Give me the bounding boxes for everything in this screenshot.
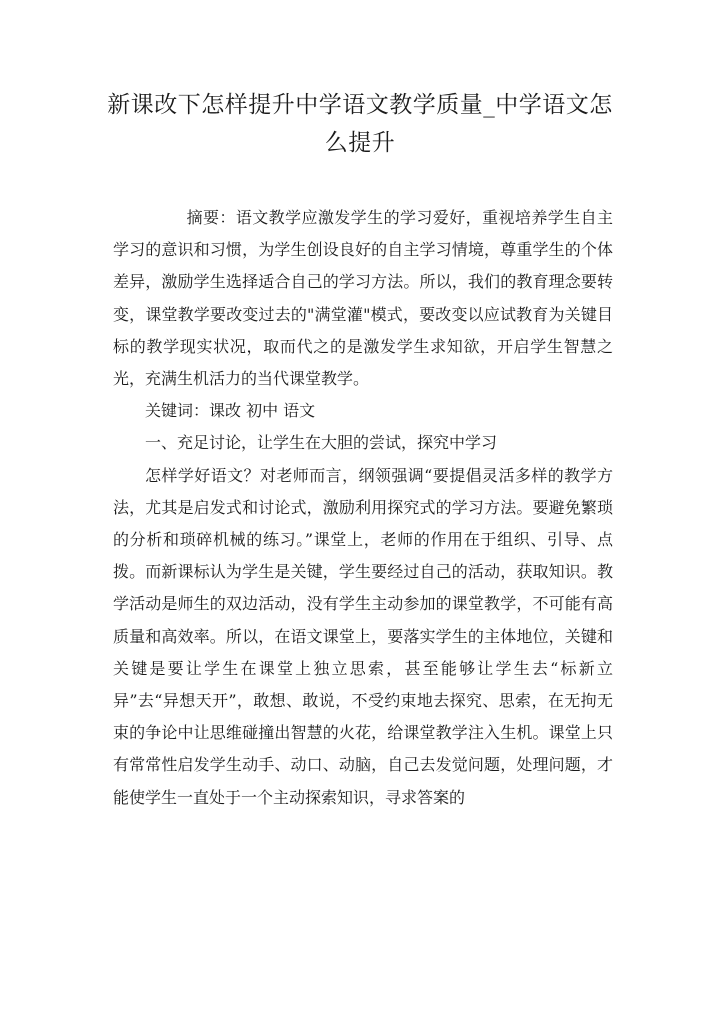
document-body bbox=[113, 202, 613, 814]
keywords-line: 关键词：课改 初中 语文 bbox=[145, 401, 316, 421]
section-heading: 一、充足讨论，让学生在大胆的尝试，探究中学习 bbox=[145, 433, 498, 453]
document-title: 新课改下怎样提升中学语文教学质量_中学语文怎么提升 bbox=[107, 92, 613, 156]
abstract-paragraph: 摘要：语文教学应激发学生的学习爱好，重视培养学生自主学习的意识和习惯，为学生创设良好的自主学习情境，尊重学生的个体差异，激励学生选择适合自己的学习方法。所以，我们的教育理念要转变，课堂教学要改变过去的"满堂灌"模式，要改变以应试教育为关键目标的教学现实状况，取而代之的是激发学生求知欲，开启学生智慧之光，充满生机活力的当代课堂教学。 bbox=[113, 208, 613, 389]
body-paragraph: 怎样学好语文？对老师而言，纲领强调“要提倡灵活多样的教学方法，尤其是启发式和讨论式，激励利用探究式的学习方法。要避免繁琐的分析和琐碎机械的练习。”课堂上，老师的作用在于组织、引导、点拨。而新课标认为学生是关键，学生要经过自己的活动，获取知识。教学活动是师生的双边活动，没有学生主动参加的课堂教学，不可能有高质量和高效率。所以，在语文课堂上，要落实学生的主体地位，关键和关键是要让学生在课堂上独立思索，甚至能够让学生去“标新立异”去“异想天开”，敢想、敢说，不受约束地去探究、思索，在无拘无束的争论中让思维碰撞出智慧的火花，给课堂教学注入生机。课堂上只有常常性启发学生动手、动口、动脑，自己去发觉问题，处理问题，才能使学生一直处于一个主动探索知识，寻求答案的 bbox=[113, 465, 613, 807]
